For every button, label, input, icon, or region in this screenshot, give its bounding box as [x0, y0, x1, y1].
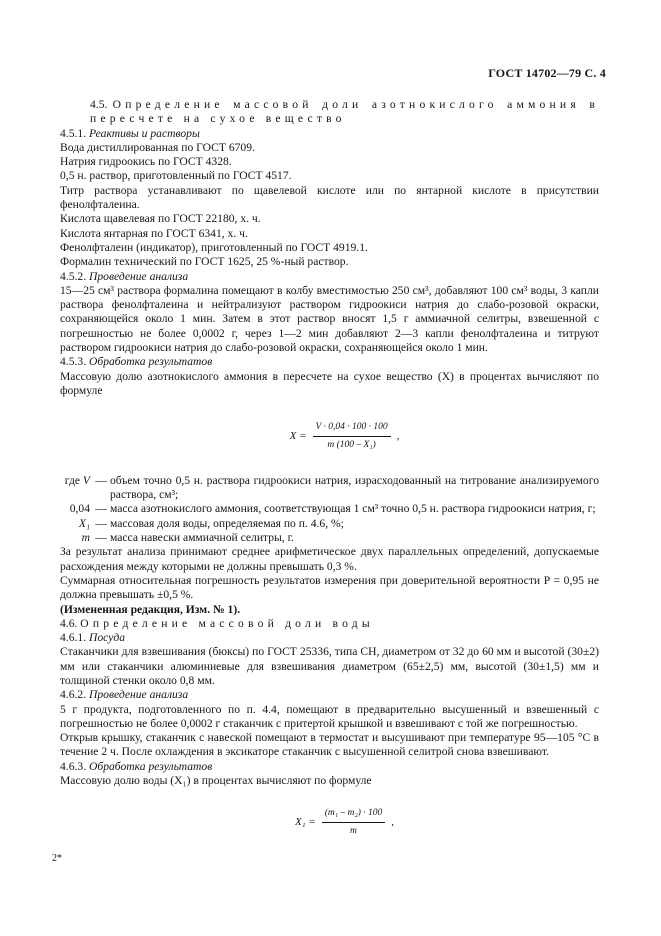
where-text: объем точно 0,5 н. раствора гидроокиси натрия, израсходованный на титрование анализируемого раствора, см³; — [110, 473, 599, 502]
reagent-line: Формалин технический по ГОСТ 1625, 25 %-ный раствор. — [60, 255, 349, 269]
subsection-4-6-1 — [60, 631, 599, 645]
subsection-title: Реактивы и растворы — [89, 126, 200, 140]
formula-fraction — [322, 806, 386, 838]
section-title: Определение массовой доли воды — [80, 616, 374, 630]
subsection-title: Проведение анализа — [89, 269, 189, 283]
formula-fraction — [313, 420, 391, 452]
document-body — [60, 98, 599, 838]
subsection-title: Посуда — [89, 631, 126, 645]
subsection-title: Обработка результатов — [89, 759, 213, 773]
formula-x1 — [90, 806, 599, 838]
analysis-paragraph: Открыв крышку, стаканчик с навеской помещают в термостат и высушивают при температуре 95—105 °С в течение 2 ч. После охлаждения в эксикаторе стаканчик с высушенной селитрой снова взвешивают. — [60, 731, 599, 759]
subsection-4-5-2 — [60, 270, 599, 284]
formula-denominator: m — [350, 825, 357, 836]
page-footer-mark: 2* — [52, 853, 62, 864]
amendment-note: (Измененная редакция, Изм. № 1). — [60, 602, 241, 616]
where-text: массовая доля воды, определяемая по п. 4.6, %; — [110, 516, 344, 530]
reagent-line: Кислота щавелевая по ГОСТ 22180, х. ч. — [60, 212, 261, 226]
formula-tail: , — [391, 816, 394, 828]
subsection-4-5-3 — [60, 355, 599, 369]
reagent-line: Натрия гидроокись по ГОСТ 4328. — [60, 155, 232, 169]
subsection-number: 4.6.2. — [60, 688, 87, 702]
section-4-5-heading — [90, 98, 599, 127]
subsection-title: Проведение анализа — [89, 688, 189, 702]
subsection-4-6-2 — [60, 688, 599, 702]
section-number: 4.5. — [90, 98, 108, 111]
reagent-line: 0,5 н. раствор, приготовленный по ГОСТ 4517. — [60, 169, 292, 183]
reagent-line: Вода дистиллированная по ГОСТ 6709. — [60, 140, 255, 154]
reagent-line: Титр раствора устанавливают по щавелевой кислоте или по янтарной кислоте в присутствии фенолфталеина. — [60, 183, 599, 212]
where-dash: — — [95, 502, 107, 516]
where-dash: — — [95, 516, 107, 530]
formula-numerator: (m₁ – m₂) · 100 — [322, 806, 386, 822]
section-number: 4.6. — [60, 616, 78, 630]
formula-x — [90, 420, 599, 452]
symbol-v: V — [82, 473, 90, 487]
where-dash: — — [95, 473, 107, 487]
where-list — [60, 474, 599, 545]
where-symbol: X₁ — [78, 516, 90, 530]
section-4-6-heading — [60, 617, 599, 631]
subsection-number: 4.5.1. — [60, 126, 87, 140]
calculation-intro: Массовую долю азотнокислого аммония в пересчете на сухое вещество (X) в процентах вычисляют по формуле — [60, 369, 599, 397]
subsection-4-5-1 — [60, 127, 599, 141]
where-symbol: m — [81, 531, 90, 545]
subsection-number: 4.6.1. — [60, 631, 87, 645]
formula-denominator: m (100 – X₁) — [327, 439, 376, 450]
formula-numerator: V · 0,04 · 100 · 100 — [313, 420, 391, 436]
reagent-line: Фенолфталеин (индикатор), приготовленный по ГОСТ 4919.1. — [60, 240, 368, 254]
analysis-paragraph: 5 г продукта, подготовленного по п. 4.4, помещают в предварительно высушенный и взвешенный с погрешностью не более 0,0002 г стаканчик с притертой крышкой и взвешивают с той же погрешностью. — [60, 702, 599, 730]
dishes-paragraph: Стаканчики для взвешивания (бюксы) по ГОСТ 25336, типа СН, диаметром от 32 до 60 мм и высотой (30±2) мм или стаканчики алюминиевые для взвешивания диаметром (65±2,5) мм, высотой (30±1,5) мм и толщиной стенки около 0,8 мм. — [60, 645, 599, 687]
page-header: ГОСТ 14702—79 С. 4 — [488, 66, 606, 80]
section-title: Определение массовой доли азотнокислого аммония в пересчете на сухое вещество — [90, 98, 599, 126]
where-word: где — [64, 473, 80, 487]
reagent-line: Кислота янтарная по ГОСТ 6341, х. ч. — [60, 226, 248, 240]
subsection-number: 4.5.3. — [60, 355, 87, 369]
calculation-intro: Массовую долю воды (X₁) в процентах вычисляют по формуле — [60, 774, 372, 788]
result-paragraph: За результат анализа принимают среднее арифметическое двух параллельных определений, допускаемые расхождения между которыми не должны превышать 0,3 %. — [60, 545, 599, 573]
subsection-4-6-3 — [60, 760, 599, 774]
result-paragraph: Суммарная относительная погрешность результатов измерения при доверительной вероятности P = 0,95 не должна превышать ±0,5 %. — [60, 573, 599, 602]
formula-lhs: X = — [289, 429, 307, 442]
subsection-number: 4.6.3. — [60, 759, 87, 773]
analysis-paragraph: 15—25 см³ раствора формалина помещают в колбу вместимостью 250 см³, добавляют 100 см³ воды, 3 капли раствора фенолфталеина и нейтрализуют раствором гидроокиси натрия до слабо-розовой окраски, сохраняющейся около 1 мин. Затем в этот раствор вносят 1,5 г аммиачной селитры, взвешенной с погрешностью не более 0,0002 г, через 1—2 мин добавляют 2—3 капли фенолфталеина и титруют раствором гидроокиси натрия до слабо-розовой окраски, сохраняющейся около 1 мин. — [60, 283, 599, 355]
where-dash: — — [95, 531, 107, 545]
where-symbol — [60, 474, 92, 503]
subsection-title: Обработка результатов — [89, 355, 213, 369]
formula-tail: , — [396, 429, 400, 442]
where-text: масса навески аммиачной селитры, г. — [110, 531, 294, 545]
where-text: масса азотнокислого аммония, соответствующая 1 см³ точно 0,5 н. раствора гидроокиси натрия, г; — [110, 502, 596, 516]
subsection-number: 4.5.2. — [60, 269, 87, 283]
formula-lhs: X₁ = — [295, 816, 316, 828]
where-symbol: 0,04 — [69, 502, 90, 516]
